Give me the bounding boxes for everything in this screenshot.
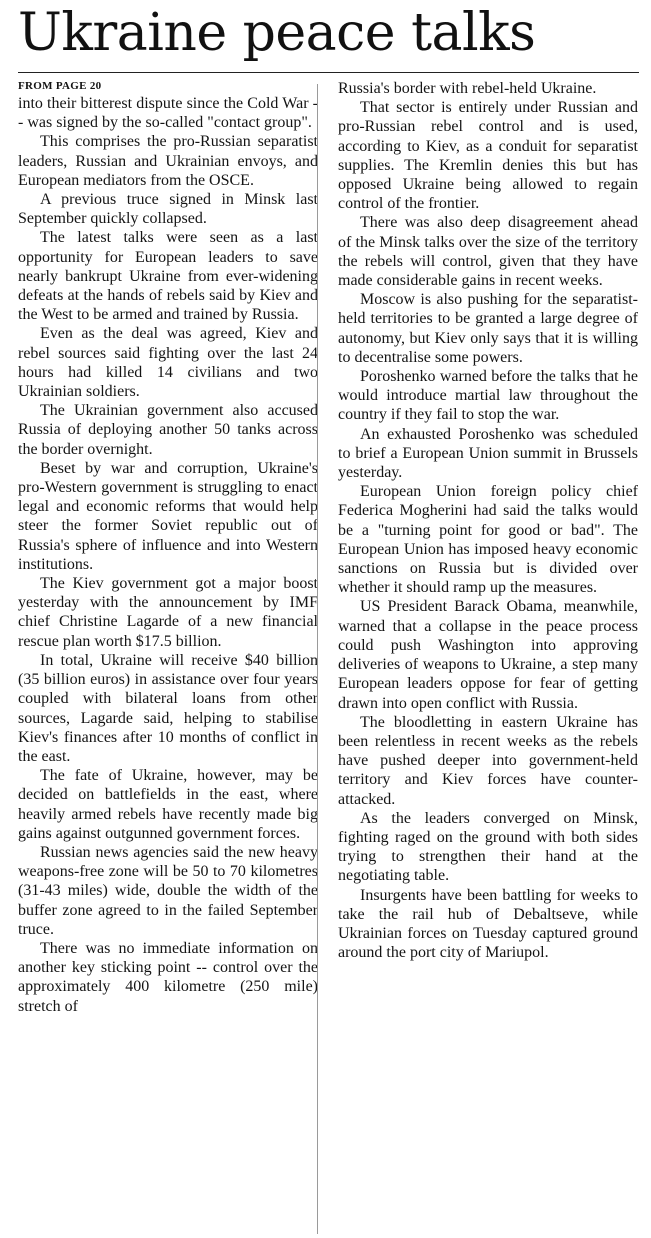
paragraph: This comprises the pro-Russian separatist leaders, Russian and Ukrainian envoys, and European mediators from the OSCE. bbox=[18, 133, 318, 189]
column-divider bbox=[317, 84, 318, 1234]
paragraph: An exhausted Poroshenko was scheduled to brief a European Union summit in Brussels yesterday. bbox=[338, 425, 638, 482]
paragraph: Russian news agencies said the new heavy weapons-free zone will be 50 to 70 kilometres (31-43 miles) wide, double the width of the buffer zone agreed to in the failed September truce. bbox=[18, 843, 318, 938]
paragraph: There was also deep disagreement ahead of the Minsk talks over the size of the territory the rebels will control, given that they have made considerable gains in recent weeks. bbox=[338, 214, 638, 290]
paragraph: Moscow is also pushing for the separatist-held territories to be granted a large degree of autonomy, but Kiev only says that it is willing to decentralise some powers. bbox=[338, 291, 638, 366]
jump-line: FROM PAGE 20 bbox=[18, 80, 102, 92]
paragraph: Beset by war and corruption, Ukraine's pro-Western government is struggling to enact legal and economic reforms that would help steer the former Soviet republic out of Russia's sphere of influence and into Western institutions. bbox=[18, 459, 318, 573]
paragraph: The latest talks were seen as a last opportunity for European leaders to save nearly bankrupt Ukraine from ever-widening defeats at the hands of rebels said by Kiev and the West to be armed and trained by Russia. bbox=[18, 229, 318, 324]
paragraph: As the leaders converged on Minsk, fighting raged on the ground with both sides trying to strengthen their hand at the negotiating table. bbox=[338, 809, 638, 885]
paragraph: Russia's border with rebel-held Ukraine. bbox=[338, 80, 597, 97]
headline: Ukraine peace talks bbox=[18, 3, 536, 63]
paragraph: The Kiev government got a major boost yesterday with the announcement by IMF chief Christine Lagarde of a new financial rescue plan worth $17.5 billion. bbox=[18, 575, 318, 650]
article-body bbox=[18, 79, 639, 1234]
paragraph: Even as the deal was agreed, Kiev and rebel sources said fighting over the last 24 hours had killed 14 civilians and two Ukrainian soldiers. bbox=[18, 325, 318, 401]
paragraph: into their bitterest dispute since the Cold War -- was signed by the so-called "contact group". bbox=[18, 95, 318, 132]
paragraph: European Union foreign policy chief Federica Mogherini had said the talks would be a "turning point for good or bad". The European Union has imposed heavy economic sanctions on Russia but is divided over whether it should ramp up the measures. bbox=[338, 483, 638, 597]
paragraph: That sector is entirely under Russian and pro-Russian rebel control and is used, according to Kiev, as a conduit for separatist supplies. The Kremlin denies this but has opposed Ukraine being allowed to regain control of the frontier. bbox=[338, 99, 638, 213]
paragraph: US President Barack Obama, meanwhile, warned that a collapse in the peace process could push Washington into approving deliveries of weapons to Ukraine, a step many European leaders oppose for fear of getting drawn into open conflict with Russia. bbox=[338, 598, 638, 712]
paragraph: The fate of Ukraine, however, may be decided on battlefields in the east, where heavily armed rebels have recently made big gains against outgunned government forces. bbox=[18, 767, 318, 842]
paragraph: Poroshenko warned before the talks that he would introduce martial law throughout the country if they fail to stop the war. bbox=[338, 368, 638, 424]
paragraph: The Ukrainian government also accused Russia of deploying another 50 tanks across the border overnight. bbox=[18, 402, 318, 458]
headline-rule bbox=[18, 72, 639, 73]
column-2 bbox=[338, 79, 638, 1234]
paragraph: Insurgents have been battling for weeks to take the rail hub of Debaltseve, while Ukrainian forces on Tuesday captured ground around the port city of Mariupol. bbox=[338, 886, 638, 962]
paragraph: There was no immediate information on another key sticking point -- control over the approximately 400 kilometre (250 mile) stretch of bbox=[18, 939, 318, 1015]
paragraph: The bloodletting in eastern Ukraine has been relentless in recent weeks as the rebels have pushed deeper into government-held territory and Kiev forces have counter-attacked. bbox=[338, 713, 638, 808]
column-1 bbox=[18, 79, 318, 1234]
paragraph: In total, Ukraine will receive $40 billion (35 billion euros) in assistance over four years coupled with bilateral loans from other sources, Lagarde said, helping to stabilise Kiev's finances after 10 months of conflict in the east. bbox=[18, 651, 318, 765]
paragraph: A previous truce signed in Minsk last September quickly collapsed. bbox=[18, 191, 318, 228]
